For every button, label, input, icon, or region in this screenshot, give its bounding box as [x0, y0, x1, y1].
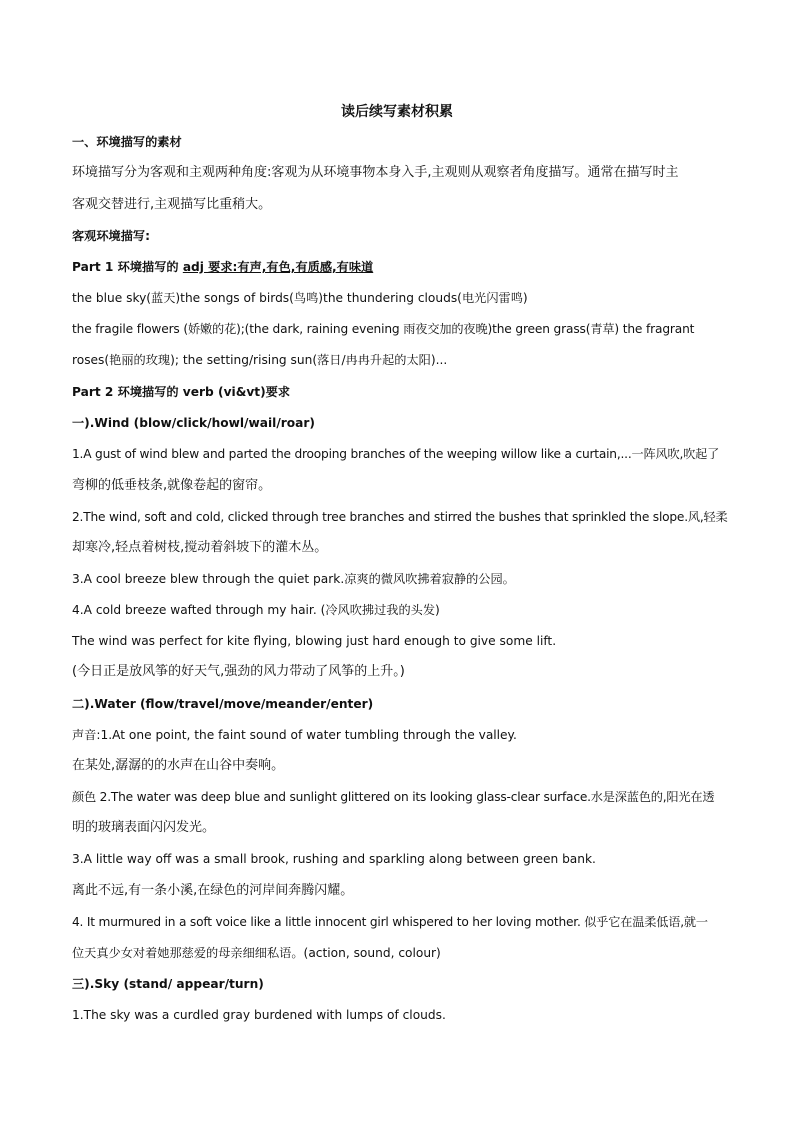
intro-text: 环境描写分为客观和主观两种角度:客观为从环境事物本身入手,主观则从观察者角度描写。通常在描写时主	[72, 165, 679, 180]
part2-heading: Part 2 环境描写的 verb (vi&vt)要求	[72, 385, 291, 399]
part1-requirements: adj 要求:有声,有色,有质感,有味道	[182, 260, 374, 274]
water-heading: 二).Water (flow/travel/move/meander/enter)	[72, 697, 374, 711]
paragraph-line: the fragile flowers (娇嫩的花);(the dark, raining evening 雨夜交加的夜晚)the green grass(青草) the fragrant	[72, 322, 695, 336]
intro-text: 客观交替进行,主观描写比重稍大。	[72, 197, 272, 212]
paragraph-line: The wind was perfect for kite flying, blowing just hard enough to give some lift.	[72, 634, 557, 648]
paragraph-line: 1.The sky was a curdled gray burdened with lumps of clouds.	[72, 1008, 446, 1022]
paragraph-line: 明的玻璃表面闪闪发光。	[72, 820, 216, 835]
paragraph-line: 弯柳的低垂枝条,就像卷起的窗帘。	[72, 478, 272, 493]
paragraph-line: 离此不远,有一条小溪,在绿色的河岸间奔腾闪耀。	[72, 883, 354, 898]
paragraph-line: 4.A cold breeze wafted through my hair. (冷风吹拂过我的头发)	[72, 603, 440, 617]
paragraph-line: 位天真少女对着她那慈爱的母亲细细私语。(action, sound, colour)	[72, 946, 441, 960]
paragraph-line: 却寒冷,轻点着树枝,搅动着斜坡下的灌木丛。	[72, 540, 328, 555]
paragraph-line: 颜色 2.The water was deep blue and sunlight glittered on its looking glass-clear surface.水是深蓝色的,阳光在透	[72, 790, 715, 804]
paragraph-line: roses(艳丽的玫瑰); the setting/rising sun(落日/冉冉升起的太阳)...	[72, 353, 448, 367]
part1-heading	[72, 257, 732, 277]
paragraph-line: 在某处,潺潺的的水声在山谷中奏响。	[72, 758, 285, 773]
paragraph-line: 声音:1.At one point, the faint sound of water tumbling through the valley.	[72, 728, 517, 742]
paragraph-line: the blue sky(蓝天)the songs of birds(鸟鸣)the thundering clouds(电光闪雷鸣)	[72, 291, 528, 305]
page-title: 读后续写素材积累	[341, 104, 453, 120]
paragraph-line: 3.A little way off was a small brook, rushing and sparkling along between green bank.	[72, 852, 596, 866]
paragraph-line: 3.A cool breeze blew through the quiet park.凉爽的微风吹拂着寂静的公园。	[72, 572, 515, 586]
wind-heading: 一).Wind (blow/click/howl/wail/roar)	[72, 416, 315, 430]
sky-heading: 三).Sky (stand/ appear/turn)	[72, 977, 264, 991]
paragraph-line: 4. It murmured in a soft voice like a little innocent girl whispered to her loving mother. 似乎它在温柔低语,就一	[72, 915, 708, 929]
subheading: 客观环境描写:	[72, 229, 150, 243]
paragraph-line: 1.A gust of wind blew and parted the drooping branches of the weeping willow like a curtain,...一阵风吹,吹起了	[72, 447, 720, 461]
paragraph-line: (今日正是放风筝的好天气,强劲的风力带动了风筝的上升。)	[72, 664, 405, 679]
section-heading: 一、环境描写的素材	[72, 135, 182, 149]
part1-prefix: Part 1 环境描写的	[72, 260, 183, 274]
paragraph-line: 2.The wind, soft and cold, clicked through tree branches and stirred the bushes that sprinkled the slope.风,轻柔	[72, 510, 728, 524]
